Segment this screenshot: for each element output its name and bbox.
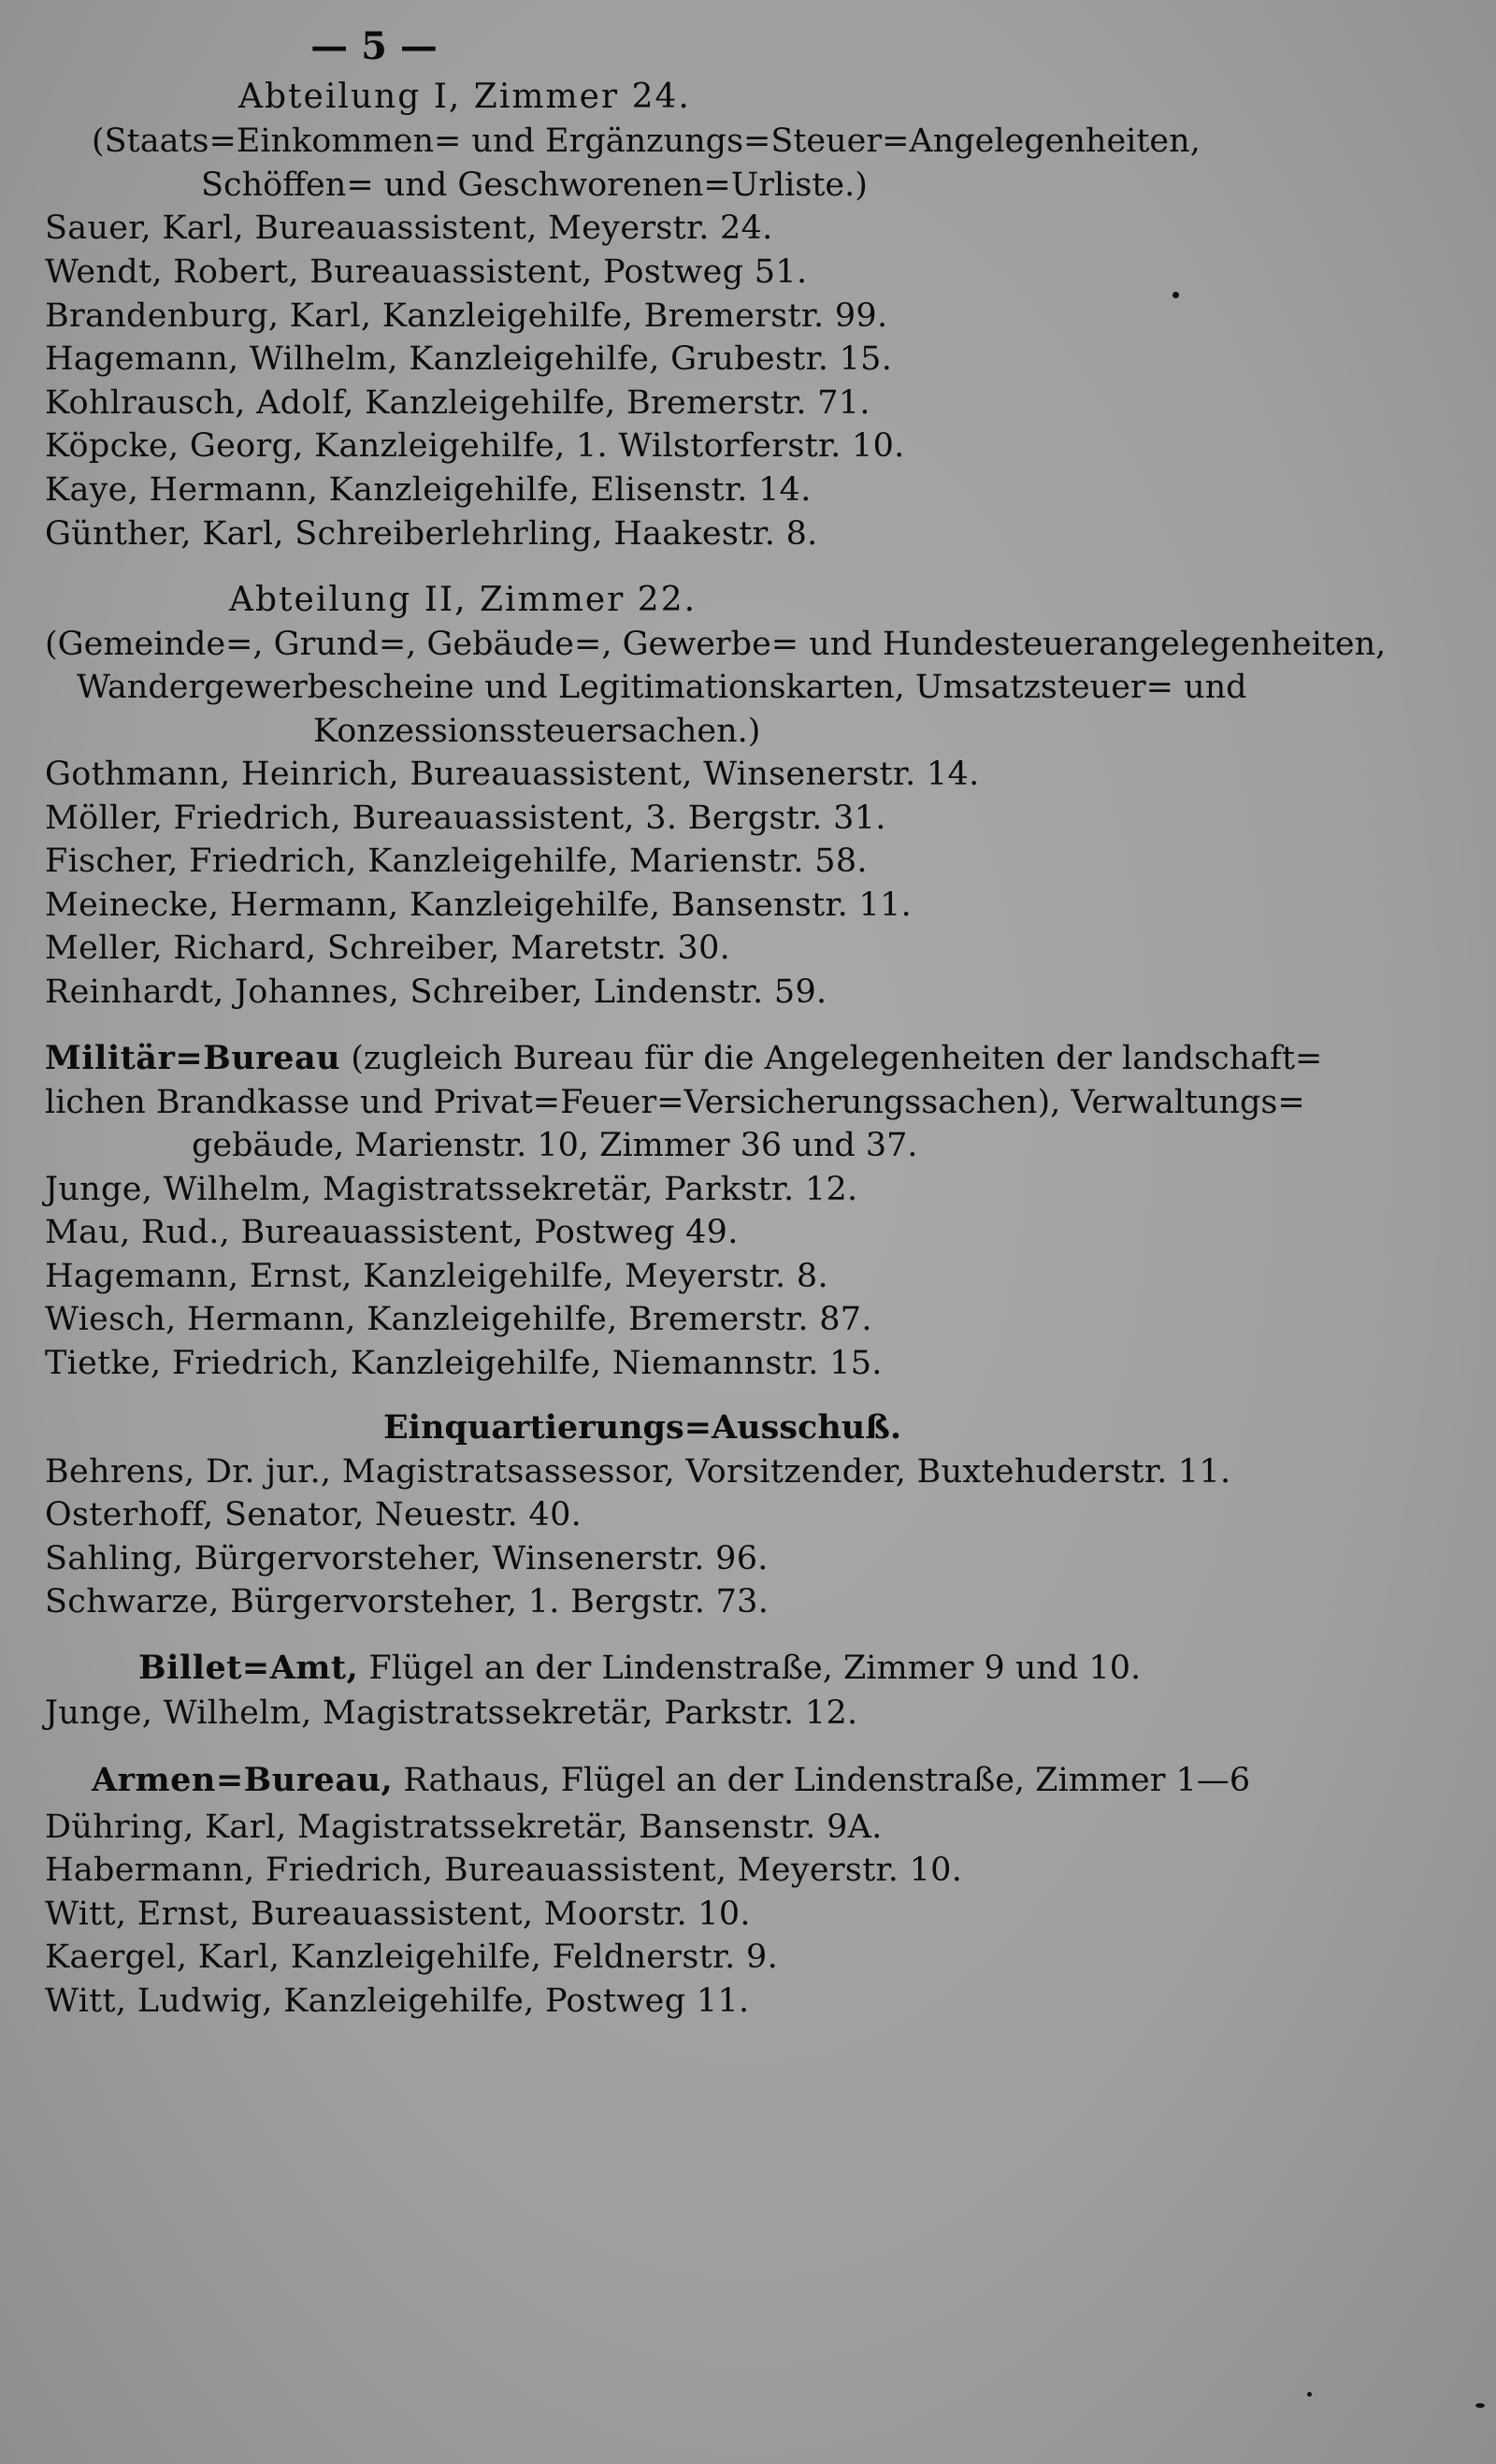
section-lead: Billet=Amt, <box>138 1649 359 1687</box>
section-intro-armen-bureau <box>92 1760 1250 1801</box>
list-item: Behrens, Dr. jur., Magistratsassessor, Vorsitzender, Buxtehuderstr. 11. <box>45 1453 1231 1491</box>
list-item: Reinhardt, Johannes, Schreiber, Lindenstr. 59. <box>45 973 827 1011</box>
list-item: Junge, Wilhelm, Magistratssekretär, Parkstr. 12. <box>45 1694 858 1732</box>
ink-speck <box>1307 2392 1312 2397</box>
list-item: Kaergel, Karl, Kanzleigehilfe, Feldnerstr. 9. <box>45 1938 778 1976</box>
list-item: Schwarze, Bürgervorsteher, 1. Bergstr. 73. <box>45 1583 770 1621</box>
section-intro-militaer-bureau <box>45 1038 1322 1079</box>
list-item: Kaye, Hermann, Kanzleigehilfe, Elisenstr. 14. <box>45 471 812 509</box>
section-description-line: Wandergewerbescheine und Legitimationskarten, Umsatzsteuer= und <box>77 669 1247 706</box>
section-description-line: (zugleich Bureau für die Angelegenheiten der landschaft= <box>340 1040 1323 1077</box>
list-item: Wendt, Robert, Bureauassistent, Postweg 51. <box>45 253 808 291</box>
list-item: Günther, Karl, Schreiberlehrling, Haakestr. 8. <box>45 515 818 553</box>
section-description-line: (Staats=Einkommen= und Ergänzungs=Steuer=Angelegenheiten, <box>92 122 1201 160</box>
section-lead-rest: Rathaus, Flügel an der Lindenstraße, Zimmer 1—6 <box>393 1762 1251 1799</box>
section-description-line: gebäude, Marienstr. 10, Zimmer 36 und 37. <box>192 1127 918 1164</box>
section-description-line: Konzessionssteuersachen.) <box>313 713 761 750</box>
list-item: Fischer, Friedrich, Kanzleigehilfe, Marienstr. 58. <box>45 843 868 880</box>
section-heading-einquartierung: Einquartierungs=Ausschuß. <box>383 1408 902 1447</box>
list-item: Sauer, Karl, Bureauassistent, Meyerstr. 24. <box>45 209 773 247</box>
list-item: Hagemann, Wilhelm, Kanzleigehilfe, Grubestr. 15. <box>45 340 893 378</box>
list-item: Köpcke, Georg, Kanzleigehilfe, 1. Wilstorferstr. 10. <box>45 427 905 465</box>
section-description-line: lichen Brandkasse und Privat=Feuer=Versicherungssachen), Verwaltungs= <box>45 1084 1305 1121</box>
list-item: Tietke, Friedrich, Kanzleigehilfe, Niemannstr. 15. <box>45 1345 883 1382</box>
section-heading-abteilung-1: Abteilung I, Zimmer 24. <box>238 78 691 116</box>
ink-speck <box>1475 2403 1485 2408</box>
list-item: Mau, Rud., Bureauassistent, Postweg 49. <box>45 1214 739 1251</box>
list-item: Osterhoff, Senator, Neuestr. 40. <box>45 1496 583 1534</box>
list-item: Möller, Friedrich, Bureauassistent, 3. Bergstr. 31. <box>45 800 886 837</box>
list-item: Meinecke, Hermann, Kanzleigehilfe, Bansenstr. 11. <box>45 886 913 924</box>
list-item: Wiesch, Hermann, Kanzleigehilfe, Bremerstr. 87. <box>45 1301 872 1338</box>
section-description-line: (Gemeinde=, Grund=, Gebäude=, Gewerbe= und Hundesteuerangelegenheiten, <box>45 626 1387 663</box>
list-item: Gothmann, Heinrich, Bureauassistent, Winsenerstr. 14. <box>45 756 980 793</box>
list-item: Sahling, Bürgervorsteher, Winsenerstr. 96. <box>45 1540 769 1578</box>
section-lead-rest: Flügel an der Lindenstraße, Zimmer 9 und 10. <box>358 1650 1142 1687</box>
list-item: Junge, Wilhelm, Magistratssekretär, Parkstr. 12. <box>45 1171 858 1208</box>
list-item: Witt, Ernst, Bureauassistent, Moorstr. 10. <box>45 1895 751 1933</box>
list-item: Witt, Ludwig, Kanzleigehilfe, Postweg 11. <box>45 1982 750 2020</box>
page-number: — 5 — <box>310 24 438 68</box>
section-lead: Militär=Bureau <box>45 1039 341 1077</box>
section-intro-billet-amt <box>138 1648 1141 1689</box>
list-item: Meller, Richard, Schreiber, Maretstr. 30. <box>45 929 731 967</box>
ink-speck <box>1172 292 1179 298</box>
section-heading-abteilung-2: Abteilung II, Zimmer 22. <box>229 581 698 619</box>
list-item: Kohlrausch, Adolf, Kanzleigehilfe, Bremerstr. 71. <box>45 384 870 422</box>
section-description-line: Schöffen= und Geschworenen=Urliste.) <box>201 166 868 204</box>
list-item: Dühring, Karl, Magistratssekretär, Bansenstr. 9A. <box>45 1808 883 1846</box>
section-lead: Armen=Bureau, <box>92 1761 394 1799</box>
list-item: Brandenburg, Karl, Kanzleigehilfe, Bremerstr. 99. <box>45 297 888 335</box>
list-item: Habermann, Friedrich, Bureauassistent, Meyerstr. 10. <box>45 1852 963 1889</box>
list-item: Hagemann, Ernst, Kanzleigehilfe, Meyerstr. 8. <box>45 1258 828 1295</box>
